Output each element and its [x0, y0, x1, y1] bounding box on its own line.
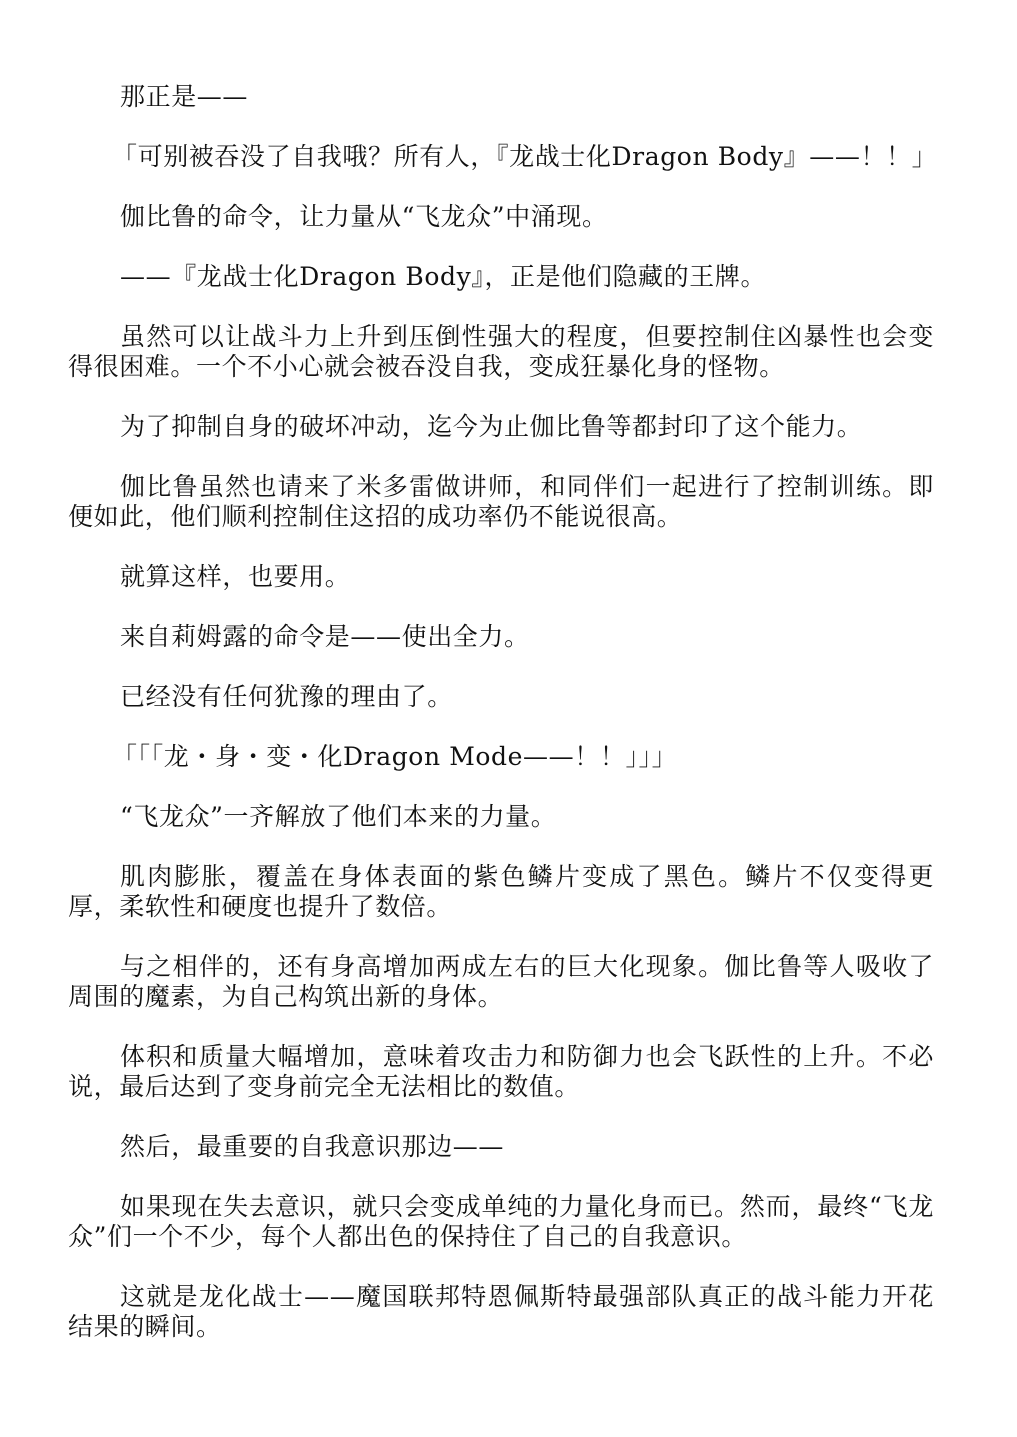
- paragraph-2-dialogue: 「可别被吞没了自我哦？所有人，『龙战士化Dragon Body』——！！」: [112, 142, 938, 171]
- document-page: [68, 82, 938, 1372]
- paragraph-14: 与之相伴的，还有身高增加两成左右的巨大化现象。伽比鲁等人吸收了周围的魔素，为自己构筑出新的身体。: [68, 952, 934, 1011]
- paragraph-1: 那正是——: [120, 82, 249, 111]
- paragraph-15: 体积和质量大幅增加，意味着攻击力和防御力也会飞跃性的上升。不必说，最后达到了变身前完全无法相比的数值。: [68, 1042, 934, 1101]
- paragraph-18: 这就是龙化战士——魔国联邦特恩佩斯特最强部队真正的战斗能力开花结果的瞬间。: [68, 1282, 934, 1341]
- paragraph-17: 如果现在失去意识，就只会变成单纯的力量化身而已。然而，最终“飞龙众”们一个不少，每个人都出色的保持住了自己的自我意识。: [68, 1192, 934, 1251]
- paragraph-8: 就算这样，也要用。: [120, 562, 351, 591]
- paragraph-3: 伽比鲁的命令，让力量从“飞龙众”中涌现。: [120, 202, 608, 231]
- paragraph-10: 已经没有任何犹豫的理由了。: [120, 682, 453, 711]
- paragraph-13: 肌肉膨胀，覆盖在身体表面的紫色鳞片变成了黑色。鳞片不仅变得更厚，柔软性和硬度也提升了数倍。: [68, 862, 934, 921]
- paragraph-12: “飞龙众”一齐解放了他们本来的力量。: [120, 802, 557, 831]
- paragraph-11-dialogue: 「「「龙・身・变・化Dragon Mode——！！」」」: [112, 742, 678, 771]
- paragraph-9: 来自莉姆露的命令是——使出全力。: [120, 622, 530, 651]
- paragraph-6: 为了抑制自身的破坏冲动，迄今为止伽比鲁等都封印了这个能力。: [120, 412, 863, 441]
- paragraph-16: 然后，最重要的自我意识那边——: [120, 1132, 505, 1161]
- paragraph-4: ——『龙战士化Dragon Body』，正是他们隐藏的王牌。: [120, 262, 767, 291]
- paragraph-5: 虽然可以让战斗力上升到压倒性强大的程度，但要控制住凶暴性也会变得很困难。一个不小心就会被吞没自我，变成狂暴化身的怪物。: [68, 322, 934, 381]
- paragraph-7: 伽比鲁虽然也请来了米多雷做讲师，和同伴们一起进行了控制训练。即便如此，他们顺利控制住这招的成功率仍不能说很高。: [68, 472, 934, 531]
